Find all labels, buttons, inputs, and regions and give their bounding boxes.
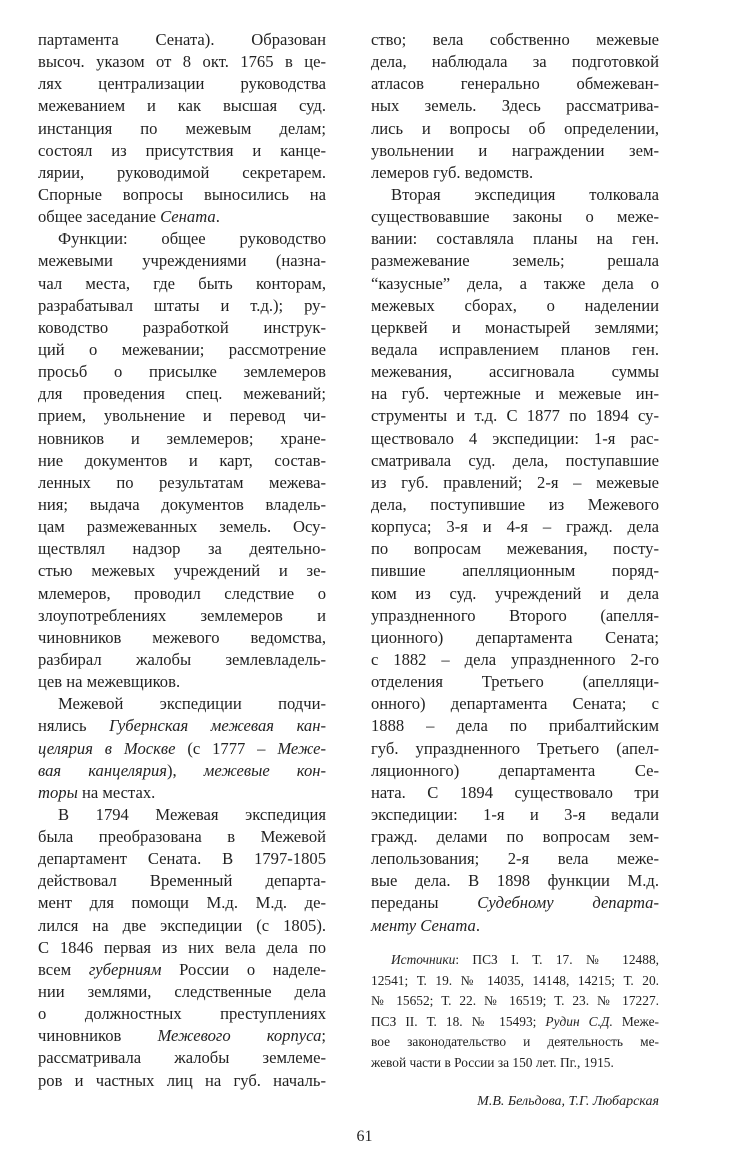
text: новников и землемеров; хране-: [38, 428, 326, 448]
text-line: [371, 892, 659, 914]
text-line: [371, 472, 659, 494]
text: лемеров губ. ведомств.: [371, 162, 534, 182]
text-line: [38, 870, 326, 892]
text: (с 1777 –: [175, 738, 278, 758]
text: млемеров, проводил следствие о: [38, 583, 326, 603]
italic-text: Источники: [391, 952, 456, 967]
text: чиновников: [38, 1026, 158, 1046]
text-line: [371, 782, 659, 804]
text: на местах.: [77, 782, 156, 802]
text: атласов генерально обмежеван-: [371, 74, 659, 94]
text: вании: составляла планы на ген.: [371, 229, 659, 249]
authors: М.В. Бельдова, Т.Г. Любарская: [477, 1094, 659, 1109]
italic-text: Судебному департа-: [477, 893, 659, 913]
text: действовал Временный департа-: [38, 871, 326, 891]
text: увольнении и награждении зем-: [371, 140, 659, 160]
text: Межевой экспедиции подчи-: [58, 694, 326, 714]
text-line: [371, 627, 659, 649]
text-line: [38, 29, 326, 51]
text-line: [38, 295, 326, 317]
text-line: [38, 1047, 326, 1069]
text-line: [38, 627, 326, 649]
text: лился на две экспедиции (с 1805).: [38, 915, 326, 935]
text: по вопросам межевания, посту-: [371, 539, 659, 559]
text: жевой части в России за 150 лет. Пг., 1915.: [371, 1054, 614, 1070]
text-line: [38, 715, 326, 737]
text-line: [38, 1025, 326, 1047]
text: губ. упраздненного Третьего (апел-: [371, 738, 659, 758]
text: департамент Сената. В 1797-1805: [38, 849, 326, 869]
text: гражд. делами по вопросам зем-: [371, 827, 659, 847]
italic-text: торы: [38, 782, 78, 802]
text-line: [38, 228, 326, 250]
text: нялись: [38, 716, 110, 736]
text-line: [38, 981, 326, 1003]
text-line: [38, 826, 326, 848]
text-line: [38, 937, 326, 959]
text-line: [38, 450, 326, 472]
text-line: [38, 560, 326, 582]
text-line: [371, 273, 659, 295]
text: церквей и монастырей землями;: [371, 317, 659, 337]
text-line: [371, 428, 659, 450]
source-line: [371, 971, 659, 992]
text: корпуса; 3-я и 4-я – гражд. дела: [371, 517, 659, 537]
italic-text: губерниям: [88, 959, 162, 979]
text: лях централизации руководства: [38, 74, 326, 94]
text: .: [215, 207, 220, 227]
text-line: [371, 915, 659, 937]
text-line: [38, 51, 326, 73]
source-line: [371, 1032, 659, 1053]
source-line: [371, 950, 659, 971]
text: инстанция по межевым делам;: [38, 118, 326, 138]
text-line: [371, 140, 659, 162]
text: С 1846 первая из них вела дела по: [38, 937, 326, 957]
text: всем: [38, 959, 89, 979]
italic-text: Сената: [160, 207, 216, 227]
text-line: [38, 73, 326, 95]
italic-text: Межевого корпуса: [157, 1026, 322, 1046]
text-line: [38, 140, 326, 162]
text-line: [38, 915, 326, 937]
text: Функции: общее руководство: [58, 229, 326, 249]
text-line: [371, 804, 659, 826]
text: ществовало 4 экспедиции: 1-я рас-: [371, 428, 659, 448]
text: ций о межевании; рассмотрение: [38, 339, 326, 359]
text-line: [38, 250, 326, 272]
italic-text: целярия в Москве: [38, 738, 176, 758]
text-line: [38, 361, 326, 383]
text: на губ. чертежные и межевые ин-: [371, 384, 659, 404]
text-line: [38, 162, 326, 184]
text-line: [38, 95, 326, 117]
text-line: [371, 184, 659, 206]
text-line: [371, 339, 659, 361]
text: 1888 – дела по прибалтийским: [371, 716, 659, 736]
text-line: [38, 848, 326, 870]
text-line: [38, 804, 326, 826]
text-line: [38, 959, 326, 981]
text: лярии, руководимой секретарем.: [38, 162, 326, 182]
text: дела, наблюдала за подготовкой: [371, 52, 659, 72]
text-line: [371, 118, 659, 140]
text: упраздненного Второго (апелля-: [371, 605, 659, 625]
text-line: [38, 339, 326, 361]
text-line: [371, 162, 659, 184]
text-line: [38, 516, 326, 538]
text-line: [38, 671, 326, 693]
text: сматривала суд. дела, поступавшие: [371, 450, 659, 470]
source-line: [371, 1053, 659, 1074]
text-line: [38, 892, 326, 914]
text-line: [38, 649, 326, 671]
text-line: [38, 1070, 326, 1092]
text: вое законодательство и деятельность ме-: [371, 1034, 659, 1050]
text: общее заседание: [38, 207, 161, 227]
text-line: [371, 51, 659, 73]
sources-block: [371, 950, 659, 1074]
text: была преобразована в Межевой: [38, 827, 326, 847]
text-line: [38, 538, 326, 560]
text-line: [371, 206, 659, 228]
text: просьб о присылке землемеров: [38, 362, 326, 382]
text: дела, поступившие из Межевого: [371, 494, 659, 514]
text: экспедиции: 1-я и 3-я ведали: [371, 804, 659, 824]
text: .: [475, 915, 480, 935]
text: “казусные” дела, а также дела о: [371, 273, 659, 293]
text-line: [38, 428, 326, 450]
italic-text: вая канцелярия: [38, 760, 167, 780]
text: мент для помощи М.д. М.д. де-: [38, 893, 326, 913]
text: ком из суд. учреждений и дела: [371, 583, 659, 603]
text: ленных по результатам межева-: [38, 472, 326, 492]
text: струменты и т.д. С 1877 по 1894 су-: [371, 406, 659, 426]
italic-text: Меже-: [277, 738, 326, 758]
text: ководство разработкой инструк-: [38, 317, 326, 337]
text: онного) департамента Сената; с: [371, 694, 659, 714]
text-line: [38, 383, 326, 405]
text: ных земель. Здесь рассматрива-: [371, 96, 659, 116]
text-line: [371, 826, 659, 848]
text-line: [371, 715, 659, 737]
text: Спорные вопросы выносились на: [38, 184, 326, 204]
text: злоупотреблениях землемеров и: [38, 605, 326, 625]
text: : ПСЗ I. Т. 17. № 12488,: [455, 952, 659, 967]
text: межевых сборах, о наделении: [371, 295, 659, 315]
text-line: [38, 472, 326, 494]
text-line: [371, 450, 659, 472]
text: существовавшие законы о меже-: [371, 207, 659, 227]
text: стью межевых учреждений и зе-: [38, 561, 326, 581]
italic-text: Губернская межевая кан-: [109, 716, 326, 736]
text: ционного) департамента Сената;: [371, 627, 659, 647]
text-line: [38, 494, 326, 516]
text-line: [371, 560, 659, 582]
text-line: [38, 738, 326, 760]
text: размежевание земель; решала: [371, 251, 659, 271]
source-line: [371, 1012, 659, 1033]
text: ведала исправлением планов ген.: [371, 339, 659, 359]
text-line: [38, 118, 326, 140]
text-line: [371, 870, 659, 892]
text: прием, увольнение и перевод чи-: [38, 406, 326, 426]
text-line: [38, 760, 326, 782]
text: вые дела. В 1898 функции М.д.: [371, 871, 659, 891]
text: ната. С 1894 существовало три: [371, 782, 659, 802]
text-line: [38, 583, 326, 605]
text: России о наделе-: [161, 959, 326, 979]
text-line: [38, 273, 326, 295]
text-line: [371, 516, 659, 538]
text-line: [371, 538, 659, 560]
text: межевания, ассигновала суммы: [371, 362, 659, 382]
text: чиновников межевого ведомства,: [38, 627, 326, 647]
text: о должностных преступлениях: [38, 1004, 326, 1024]
text: партамента Сената). Образован: [38, 30, 326, 49]
text-line: [38, 184, 326, 206]
text-line: [371, 738, 659, 760]
text: ния; выдача документов владель-: [38, 494, 326, 514]
text-line: [371, 848, 659, 870]
text: рассматривала жалобы землеме-: [38, 1048, 326, 1068]
italic-text: межевые кон-: [203, 760, 326, 780]
right-column: [371, 29, 659, 937]
text-line: [38, 605, 326, 627]
text: разрабатывал штаты и т.д.); ру-: [38, 295, 326, 315]
text: ПСЗ II. Т. 18. № 15493;: [371, 1013, 546, 1029]
page-number: 61: [356, 1128, 373, 1145]
text-line: [371, 250, 659, 272]
text: разбирал жалобы землевладель-: [38, 649, 326, 669]
text: для проведения спец. межеваний;: [38, 384, 326, 404]
text: Вторая экспедиция толковала: [391, 184, 659, 204]
text: цам размежеванных земель. Осу-: [38, 517, 326, 537]
text: лись и вопросы об определении,: [371, 118, 659, 138]
text-line: [371, 295, 659, 317]
italic-text: Рудин С.Д.: [545, 1013, 613, 1029]
text: переданы: [371, 893, 478, 913]
text-line: [371, 317, 659, 339]
text-line: [371, 29, 659, 51]
text-line: [371, 649, 659, 671]
text-line: [371, 228, 659, 250]
text: В 1794 Межевая экспедиция: [58, 804, 326, 824]
text-line: [371, 693, 659, 715]
text: с 1882 – дела упраздненного 2-го: [371, 649, 659, 669]
text-line: [371, 73, 659, 95]
text: высоч. указом от 8 окт. 1765 в це-: [38, 52, 326, 72]
text: нии землями, следственные дела: [38, 982, 326, 1002]
text-line: [371, 383, 659, 405]
text: Меже-: [612, 1013, 660, 1029]
text-line: [38, 317, 326, 339]
text-line: [371, 361, 659, 383]
text-line: [38, 206, 326, 228]
text: № 15652; Т. 22. № 16519; Т. 23. № 17227.: [371, 993, 659, 1009]
text-line: [38, 782, 326, 804]
text: ние документов и карт, состав-: [38, 450, 326, 470]
text: ство; вела собственно межевые: [371, 30, 659, 49]
text-line: [371, 671, 659, 693]
text: цев на межевщиков.: [38, 672, 181, 692]
text-line: [371, 605, 659, 627]
text: ществлял надзор за деятельно-: [38, 539, 326, 559]
text-line: [38, 1003, 326, 1025]
text: чал места, где быть конторам,: [38, 273, 326, 293]
text: ),: [167, 760, 204, 780]
text: ляционного) департамента Се-: [371, 760, 659, 780]
text: межеванием и как высшая суд.: [38, 96, 326, 116]
text: лепользования; 2-я вела меже-: [371, 849, 659, 869]
left-column: [38, 29, 326, 1092]
text: ров и частных лиц на губ. началь-: [38, 1070, 326, 1090]
text-line: [371, 494, 659, 516]
text: отделения Третьего (апелляци-: [371, 672, 659, 692]
text: межевыми учреждениями (назна-: [38, 251, 326, 271]
text: из губ. правлений; 2-я – межевые: [371, 472, 659, 492]
text-line: [38, 405, 326, 427]
text: пившие апелляционным поряд-: [371, 561, 659, 581]
text-line: [371, 760, 659, 782]
text-line: [371, 405, 659, 427]
text: 12541; Т. 19. № 14035, 14148, 14215; Т. 20.: [371, 972, 659, 988]
text: ;: [321, 1026, 326, 1046]
text: состоял из присутствия и канце-: [38, 140, 326, 160]
text-line: [371, 95, 659, 117]
text-line: [38, 693, 326, 715]
source-line: [371, 991, 659, 1012]
italic-text: менту Сената: [371, 915, 476, 935]
text-line: [371, 583, 659, 605]
